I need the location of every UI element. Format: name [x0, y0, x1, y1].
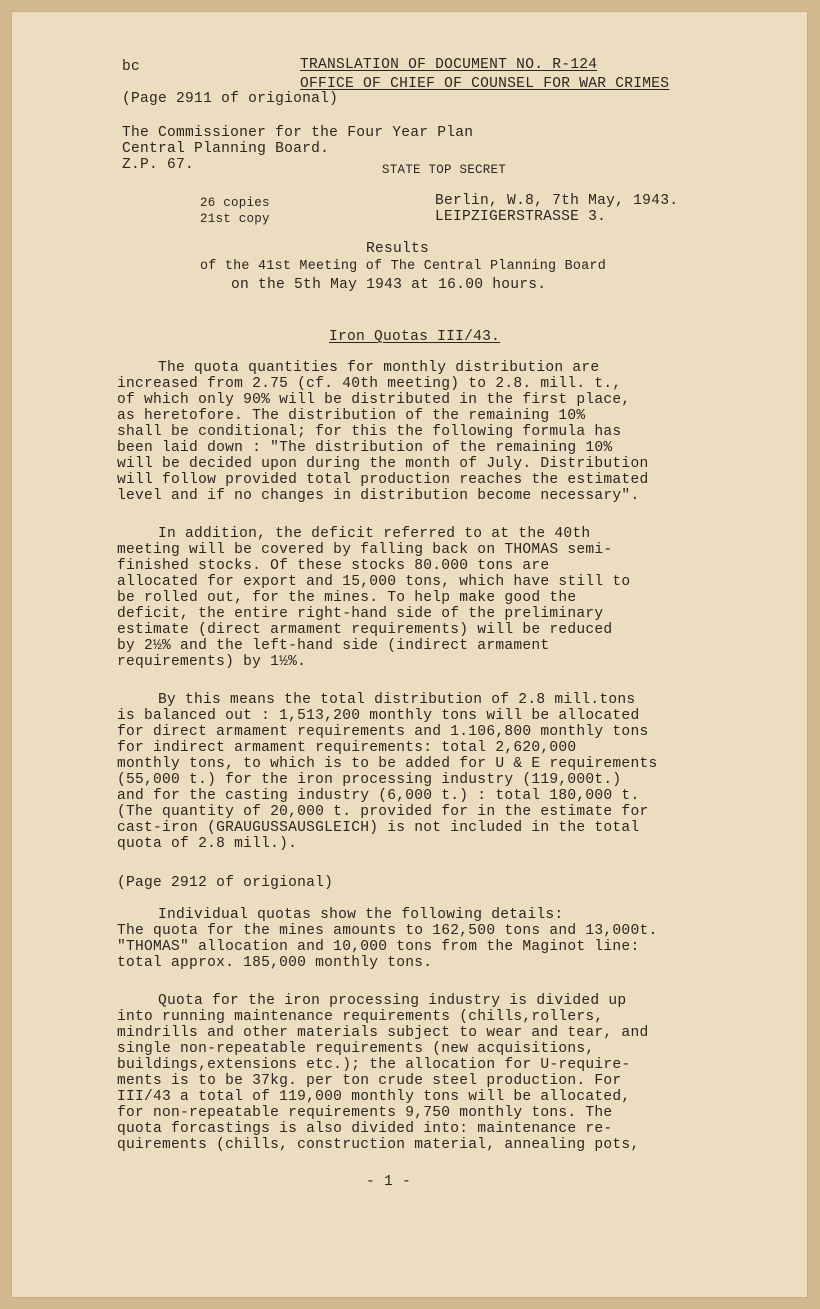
paragraph-line: quirements (chills, construction material, annealing pots, [117, 1137, 640, 1153]
paragraph-line: quota of 2.8 mill.). [117, 836, 298, 852]
document-title: Results [366, 241, 430, 257]
paragraph-line: buildings,extensions etc.); the allocation for U-require- [117, 1057, 631, 1073]
sender-line: Z.P. 67. [122, 157, 195, 173]
section-heading: Iron Quotas III/43. [329, 329, 501, 345]
paragraph-line: been laid down : "The distribution of the remaining 10% [117, 440, 613, 456]
sender-line: Central Planning Board. [122, 141, 330, 157]
paragraph-line: (The quantity of 20,000 t. provided for in the estimate for [117, 804, 649, 820]
paragraph-line: cast-iron (GRAUGUSSAUSGLEICH) is not included in the total [117, 820, 640, 836]
paragraph-line: (55,000 t.) for the iron processing industry (119,000t.) [117, 772, 622, 788]
document-page [11, 11, 808, 1298]
paragraph-line: into running maintenance requirements (chills,rollers, [117, 1009, 604, 1025]
paragraph-line: for direct armament requirements and 1.106,800 monthly tons [117, 724, 649, 740]
paragraph-line: allocated for export and 15,000 tons, which have still to [117, 574, 631, 590]
page-number: - 1 - [366, 1174, 412, 1190]
paragraph-line: by 2½% and the left-hand side (indirect armament [117, 638, 550, 654]
paragraph-line: total approx. 185,000 monthly tons. [117, 955, 433, 971]
paragraph-line: monthly tons, to which is to be added for U & E requirements [117, 756, 658, 772]
document-title: of the 41st Meeting of The Central Planning Board [200, 259, 606, 274]
paragraph-line: meeting will be covered by falling back on THOMAS semi- [117, 542, 613, 558]
paragraph-line: of which only 90% will be distributed in the first place, [117, 392, 631, 408]
paragraph-line: ments is to be 37kg. per ton crude steel production. For [117, 1073, 622, 1089]
paragraph-line: Individual quotas show the following details: [158, 907, 564, 923]
paragraph-line: III/43 a total of 119,000 monthly tons will be allocated, [117, 1089, 631, 1105]
typist-initials: bc [122, 59, 141, 75]
paragraph-line: Quota for the iron processing industry is divided up [158, 993, 627, 1009]
copies-count: 26 copies [200, 196, 270, 210]
paragraph-line: single non-repeatable requirements (new acquisitions, [117, 1041, 595, 1057]
paragraph-line: The quota quantities for monthly distribution are [158, 360, 600, 376]
page-reference: (Page 2912 of origional) [117, 875, 334, 891]
translation-line: TRANSLATION OF DOCUMENT NO. R-124 [300, 57, 598, 73]
paragraph-line: finished stocks. Of these stocks 80.000 tons are [117, 558, 550, 574]
document-title: on the 5th May 1943 at 16.00 hours. [231, 277, 547, 293]
paragraph-line: as heretofore. The distribution of the remaining 10% [117, 408, 586, 424]
classification-stamp: STATE TOP SECRET [382, 163, 507, 177]
paragraph-line: shall be conditional; for this the following formula has [117, 424, 622, 440]
paragraph-line: The quota for the mines amounts to 162,500 tons and 13,000t. [117, 923, 658, 939]
paragraph-line: estimate (direct armament requirements) will be reduced [117, 622, 613, 638]
paragraph-line: requirements) by 1½%. [117, 654, 307, 670]
paragraph-line: increased from 2.75 (cf. 40th meeting) to 2.8. mill. t., [117, 376, 622, 392]
street-address: LEIPZIGERSTRASSE 3. [435, 209, 607, 225]
paragraph-line: level and if no changes in distribution become necessary". [117, 488, 640, 504]
paragraph-line: will follow provided total production reaches the estimated [117, 472, 649, 488]
paragraph-line: be rolled out, for the mines. To help make good the [117, 590, 577, 606]
paragraph-line: mindrills and other materials subject to wear and tear, and [117, 1025, 649, 1041]
paragraph-line: By this means the total distribution of 2.8 mill.tons [158, 692, 636, 708]
paragraph-line: for non-repeatable requirements 9,750 monthly tons. The [117, 1105, 613, 1121]
paragraph-line: for indirect armament requirements: total 2,620,000 [117, 740, 577, 756]
paragraph-line: "THOMAS" allocation and 10,000 tons from the Maginot line: [117, 939, 640, 955]
paragraph-line: deficit, the entire right-hand side of the preliminary [117, 606, 604, 622]
copy-number: 21st copy [200, 212, 270, 226]
paragraph-line: In addition, the deficit referred to at the 40th [158, 526, 591, 542]
paragraph-line: and for the casting industry (6,000 t.) : total 180,000 t. [117, 788, 640, 804]
date-line: Berlin, W.8, 7th May, 1943. [435, 193, 679, 209]
sender-line: The Commissioner for the Four Year Plan [122, 125, 474, 141]
paragraph-line: will be decided upon during the month of July. Distribution [117, 456, 649, 472]
office-line: OFFICE OF CHIEF OF COUNSEL FOR WAR CRIMES [300, 76, 670, 92]
page-reference: (Page 2911 of origional) [122, 91, 339, 107]
paragraph-line: quota forcastings is also divided into: maintenance re- [117, 1121, 613, 1137]
paragraph-line: is balanced out : 1,513,200 monthly tons will be allocated [117, 708, 640, 724]
